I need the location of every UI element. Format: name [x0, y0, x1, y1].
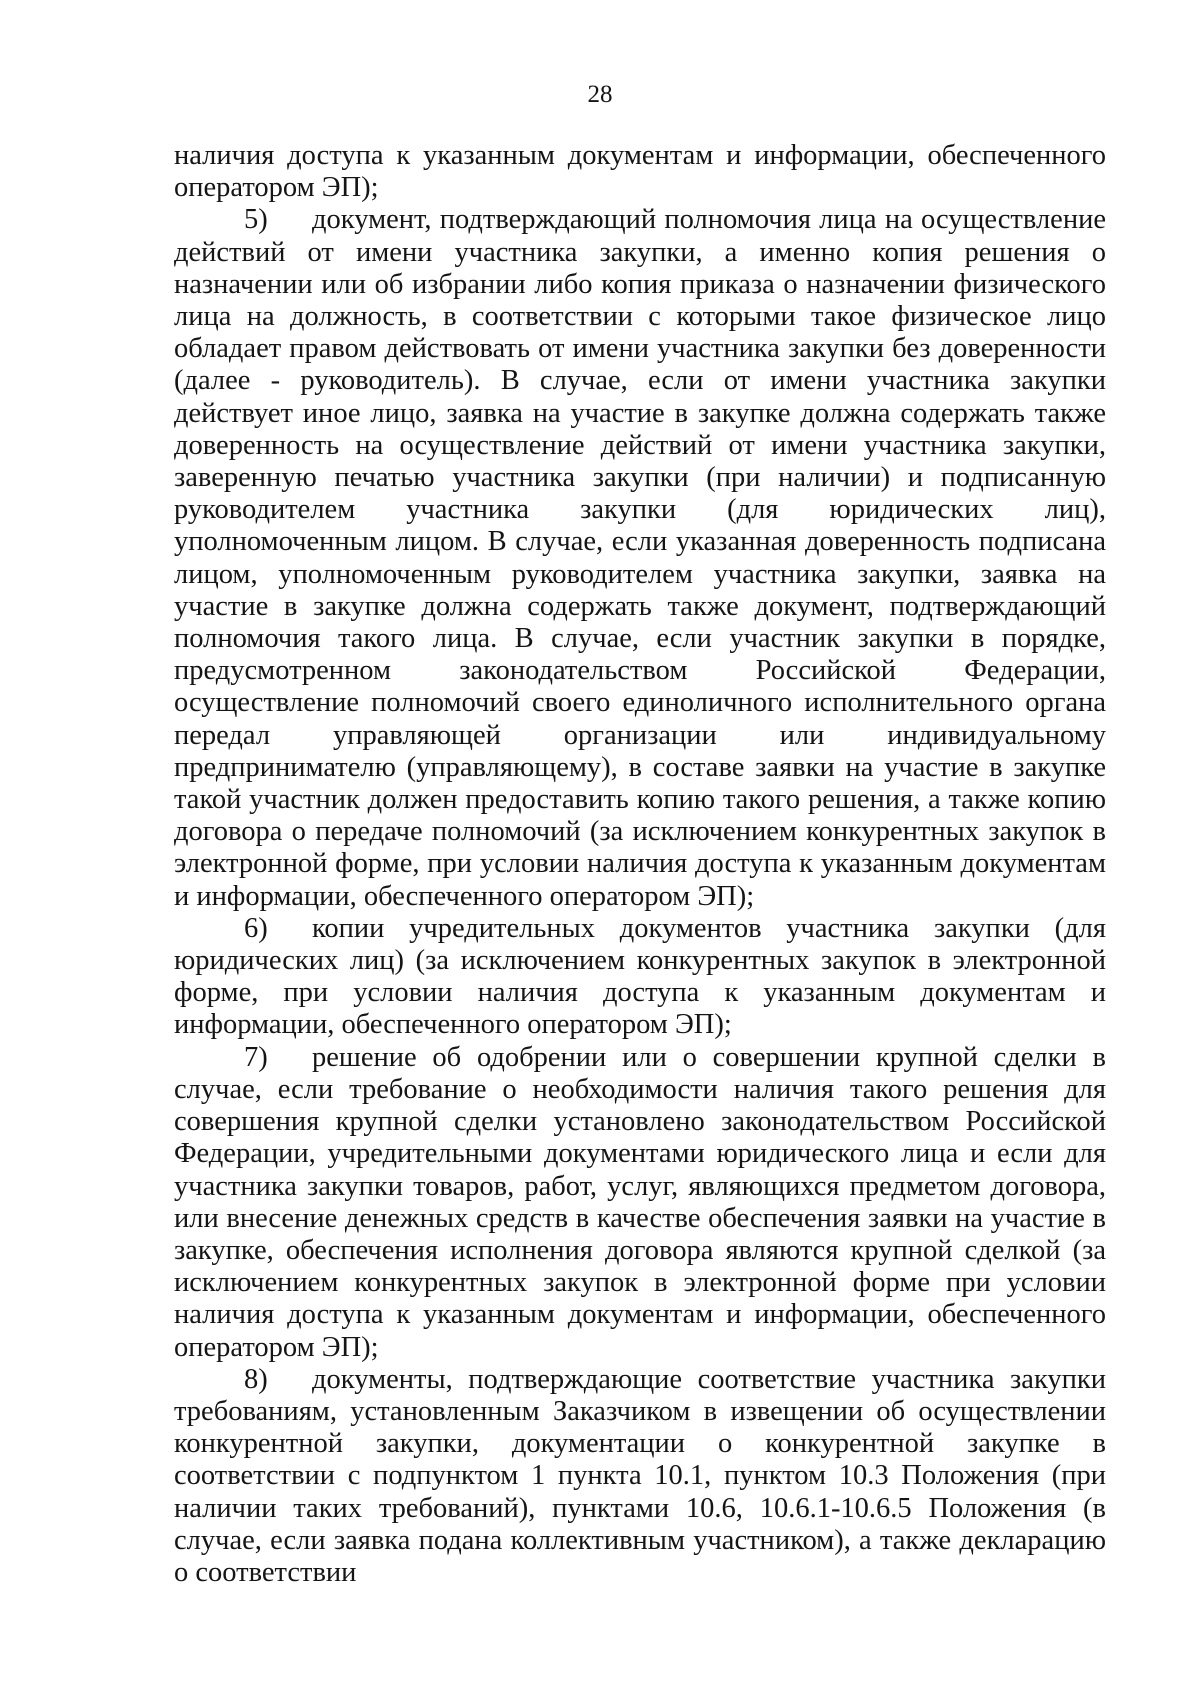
paragraph-continuation: [174, 140, 1106, 204]
list-item-number: 7): [244, 1041, 268, 1073]
document-body: [174, 140, 1106, 1589]
list-item-text: документ, подтверждающий полномочия лица на осуществление действий от имени участника закупки, а именно копия решения о назначении или об избрании либо копия приказа о назначении физического лица на должность, в соответствии с которыми такое физическое лицо обладает правом действовать от имени участника закупки без доверенности (далее - руководитель). В случае, если от имени участника закупки действует иное лицо, заявка на участие в закупке должна содержать также доверенность на осуществление действий от имени участника закупки, заверенную печатью участника закупки (при наличии) и подписанную руководителем участника закупки (для юридических лиц), уполномоченным лицом. В случае, если указанная доверенность подписана лицом, уполномоченным руководителем участника закупки, заявка на участие в закупке должна содержать также документ, подтверждающий полномочия такого лица. В случае, если участник закупки в порядке, предусмотренном законодательством Российской Федерации, осуществление полномочий своего единоличного исполнительного органа передал управляющей организации или индивидуальному предпринимателю (управляющему), в составе заявки на участие в закупке такой участник должен предоставить копию такого решения, а также копию договора о передаче полномочий (за исключением конкурентных закупок в электронной форме, при условии наличия доступа к указанным документам и информации, обеспеченного оператором ЭП);: [174, 204, 1106, 912]
list-item-8: [174, 1364, 1106, 1589]
list-item-text: решение об одобрении или о совершении крупной сделки в случае, если требование о необходимости наличия такого решения для совершения крупной сделки установлено законодательством Российской Федерации, учредительными документами юридического лица и если для участника закупки товаров, работ, услуг, являющихся предметом договора, или внесение денежных средств в качестве обеспечения заявки на участие в закупке, обеспечения исполнения договора являются крупной сделкой (за исключением конкурентных закупок в электронной форме при условии наличия доступа к указанным документам и информации, обеспеченного оператором ЭП);: [174, 1041, 1106, 1363]
list-item-text: документы, подтверждающие соответствие участника закупки требованиям, установленным Заказчиком в извещении об осуществлении конкурентной закупки, документации о конкурентной закупке в соответствии с подпунктом 1 пункта 10.1, пунктом 10.3 Положения (при наличии таких требований), пунктами 10.6, 10.6.1-10.6.5 Положения (в случае, если заявка подана коллективным участником), а также декларацию о соответствии: [174, 1363, 1106, 1588]
list-item-5: [174, 204, 1106, 912]
list-item-number: 6): [244, 912, 268, 944]
list-item-6: [174, 913, 1106, 1042]
list-item-text: копии учредительных документов участника закупки (для юридических лиц) (за исключением конкурентных закупок в электронной форме, при условии наличия доступа к указанным документам и информации, обеспеченного оператором ЭП);: [174, 912, 1106, 1041]
list-item-number: 8): [244, 1363, 268, 1395]
list-item-number: 5): [244, 204, 268, 236]
page-number: 28: [587, 81, 613, 108]
paragraph-text: наличия доступа к указанным документам и информации, обеспеченного оператором ЭП);: [174, 140, 1106, 204]
list-item-7: [174, 1042, 1106, 1364]
